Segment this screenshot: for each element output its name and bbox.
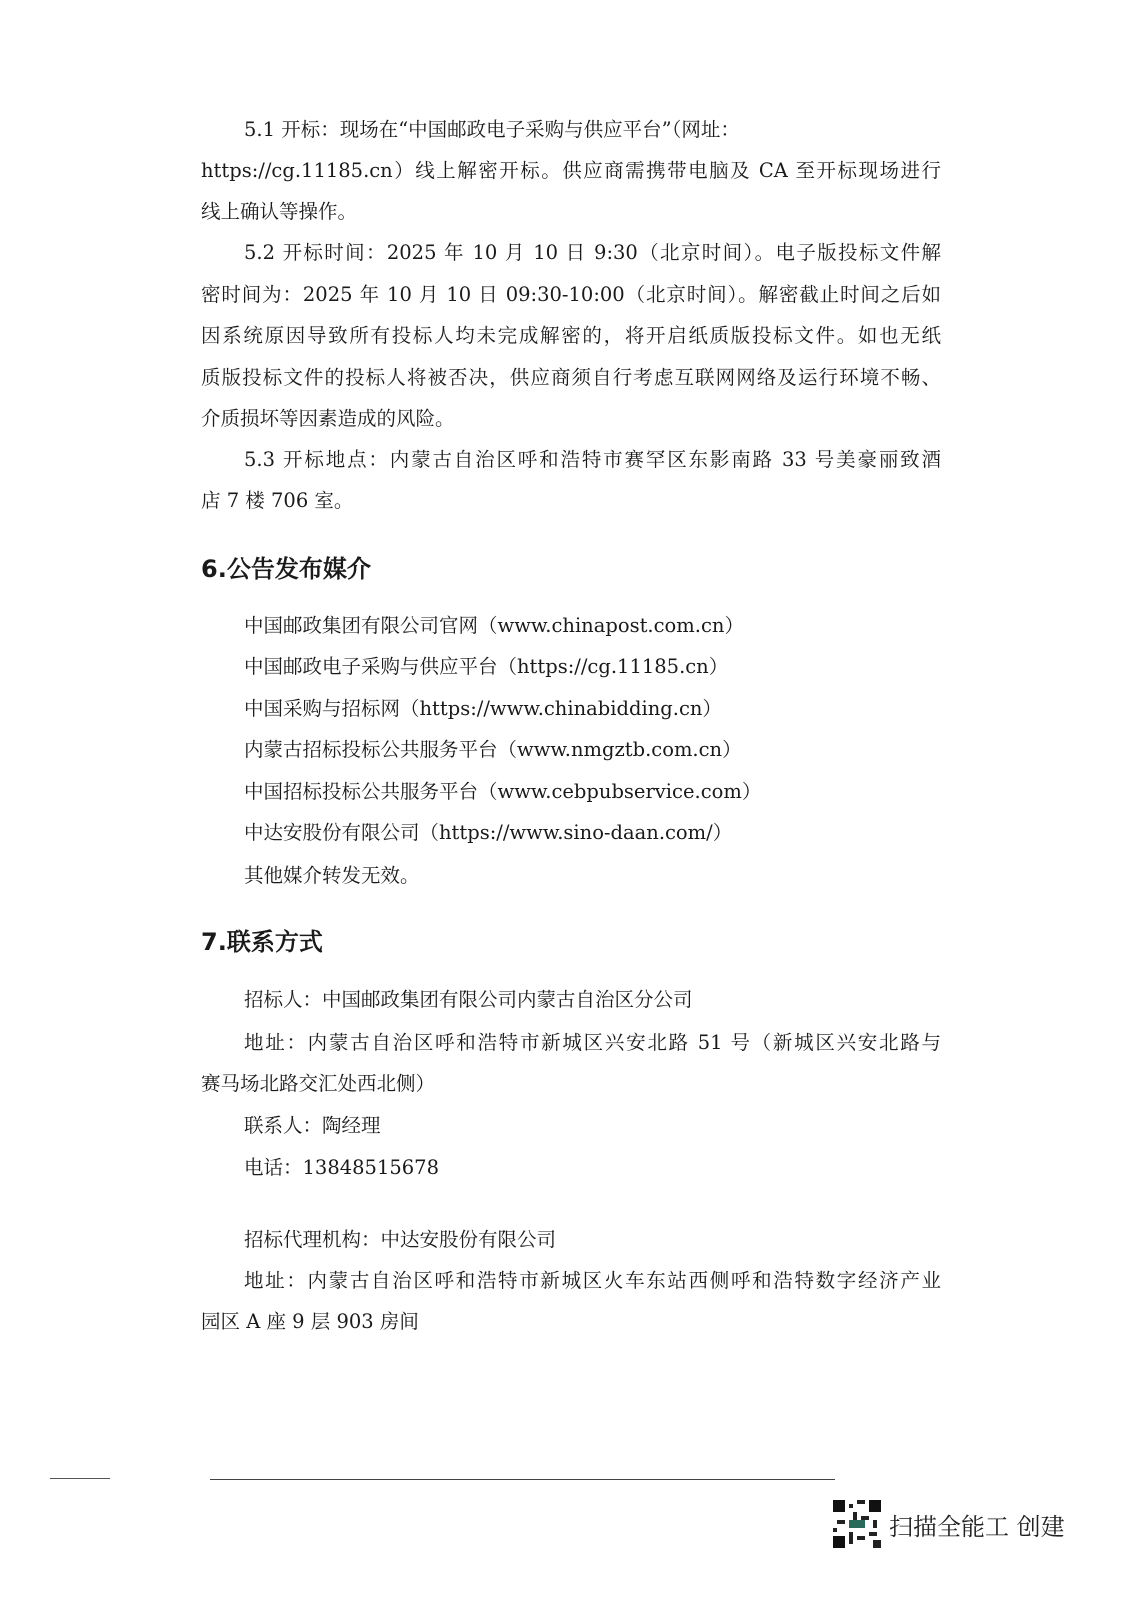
address-line: 地址：内蒙古自治区呼和浩特市新城区兴安北路 51 号（新城区兴安北路与 [244,1031,941,1054]
address-line: 赛马场北路交汇处西北侧） [201,1072,436,1095]
list-item: 中国邮政集团有限公司官网（www.chinapost.com.cn） [244,614,744,637]
phone: 电话：13848515678 [244,1156,439,1179]
address-line: 地址：内蒙古自治区呼和浩特市新城区火车东站西侧呼和浩特数字经济产业 [244,1269,941,1292]
contact-person: 联系人：陶经理 [244,1114,381,1137]
text-line: 店 7 楼 706 室。 [201,489,354,512]
text-line: 5.2 开标时间：2025 年 10 月 10 日 9:30（北京时间）。电子版投标文件解 [244,241,941,264]
list-item: 中国采购与招标网（https://www.chinabidding.cn） [244,697,722,720]
scan-line [50,1478,110,1479]
list-item: 其他媒介转发无效。 [244,864,420,887]
text-line: 5.3 开标地点：内蒙古自治区呼和浩特市赛罕区东影南路 33 号美豪丽致酒 [244,448,941,471]
text-line: 因系统原因导致所有投标人均未完成解密的，将开启纸质版投标文件。如也无纸 [201,324,941,347]
footer-divider [210,1479,835,1480]
section-7-heading: 7.联系方式 [201,928,323,956]
section-6-heading: 6.公告发布媒介 [201,555,371,583]
scanner-watermark [833,1500,1065,1548]
text-line: 密时间为：2025 年 10 月 10 日 09:30-10:00（北京时间）。解密截止时间之后如 [201,283,941,306]
text-line: https://cg.11185.cn）线上解密开标。供应商需携带电脑及 CA 至开标现场进行 [201,159,941,182]
tenderer: 招标人：中国邮政集团有限公司内蒙古自治区分公司 [244,988,693,1011]
text-line: 质版投标文件的投标人将被否决，供应商须自行考虑互联网网络及运行环境不畅、 [201,366,941,389]
list-item: 中达安股份有限公司（https://www.sino-daan.com/） [244,821,733,844]
list-item: 中国邮政电子采购与供应平台（https://cg.11185.cn） [244,655,729,678]
text-line: 介质损坏等因素造成的风险。 [201,407,455,430]
text-line: 线上确认等操作。 [201,200,358,223]
watermark-text: 扫描全能工 创建 [889,1512,1065,1541]
list-item: 内蒙古招标投标公共服务平台（www.nmgztb.com.cn） [244,738,742,761]
list-item: 中国招标投标公共服务平台（www.cebpubservice.com） [244,780,762,803]
qr-code-icon [833,1500,881,1548]
text-line: 5.1 开标：现场在“中国邮政电子采购与供应平台”（网址： [244,118,740,141]
agency: 招标代理机构：中达安股份有限公司 [244,1228,557,1251]
address-line: 园区 A 座 9 层 903 房间 [201,1310,419,1333]
